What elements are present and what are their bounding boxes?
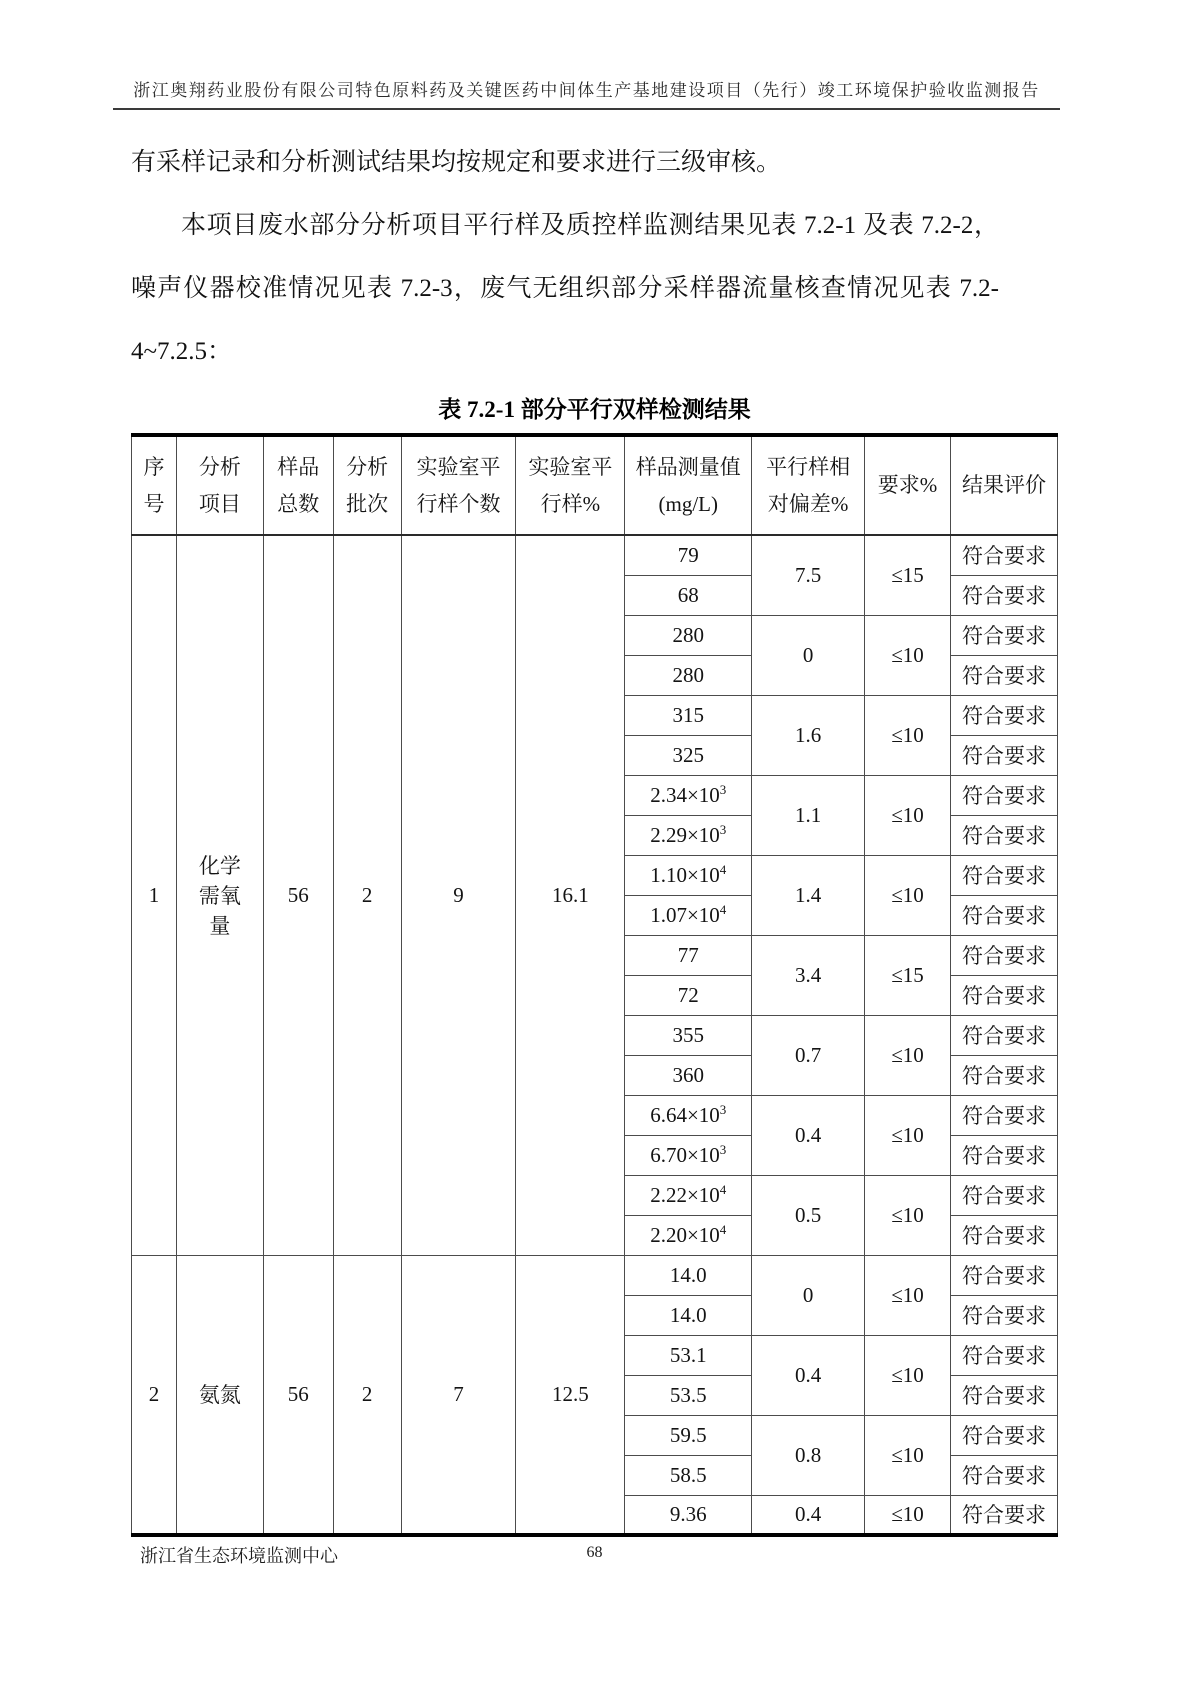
measured-value-cell: 280 xyxy=(625,615,752,655)
requirement-cell: ≤10 xyxy=(865,1095,951,1175)
result-cell: 符合要求 xyxy=(950,655,1057,695)
serial-number-cell: 1 xyxy=(132,535,177,1255)
measured-value-cell: 14.0 xyxy=(625,1295,752,1335)
page-number: 68 xyxy=(586,1544,603,1561)
column-header-batch: 分析 批次 xyxy=(333,435,401,535)
result-cell: 符合要求 xyxy=(950,1255,1057,1295)
table-row xyxy=(132,535,1058,575)
requirement-cell: ≤10 xyxy=(865,615,951,695)
result-cell: 符合要求 xyxy=(950,1335,1057,1375)
requirement-cell: ≤10 xyxy=(865,695,951,775)
column-header-value: 样品测量值 (mg/L) xyxy=(625,435,752,535)
parallel-percent-cell: 16.1 xyxy=(516,535,625,1255)
batch-count-cell: 2 xyxy=(333,1255,401,1535)
sample-total-cell: 56 xyxy=(263,1255,333,1535)
measured-value-cell: 79 xyxy=(625,535,752,575)
requirement-cell: ≤10 xyxy=(865,1175,951,1255)
qc-table xyxy=(131,433,1058,1537)
measured-value-cell: 53.5 xyxy=(625,1375,752,1415)
result-cell: 符合要求 xyxy=(950,1415,1057,1455)
paragraph-2: 本项目废水部分分析项目平行样及质控样监测结果见表 7.2-1 及表 7.2-2，噪声仪器校准情况见表 7.2-3，废气无组织部分采样器流量核查情况见表 7.2-4~7.2.5： xyxy=(131,212,999,365)
batch-count-cell: 2 xyxy=(333,535,401,1255)
result-cell: 符合要求 xyxy=(950,1375,1057,1415)
sample-total-cell: 56 xyxy=(263,535,333,1255)
result-cell: 符合要求 xyxy=(950,775,1057,815)
result-cell: 符合要求 xyxy=(950,535,1057,575)
measured-value-cell: 14.0 xyxy=(625,1255,752,1295)
column-header-total: 样品 总数 xyxy=(263,435,333,535)
result-cell: 符合要求 xyxy=(950,1455,1057,1495)
measured-value-cell: 9.36 xyxy=(625,1495,752,1535)
header-row xyxy=(132,435,1058,535)
result-cell: 符合要求 xyxy=(950,1135,1057,1175)
measured-value-cell: 360 xyxy=(625,1055,752,1095)
result-cell: 符合要求 xyxy=(950,975,1057,1015)
table-title: 表 7.2-1 部分平行双样检测结果 xyxy=(438,397,751,422)
measured-value-cell: $1.10\times 10^4$ xyxy=(625,855,752,895)
measured-value-cell: 72 xyxy=(625,975,752,1015)
measured-value-cell: $6.70\times 10^3$ xyxy=(625,1135,752,1175)
measured-value-cell: $2.22\times 10^4$ xyxy=(625,1175,752,1215)
requirement-cell: ≤10 xyxy=(865,1415,951,1495)
requirement-cell: ≤10 xyxy=(865,855,951,935)
requirement-cell: ≤15 xyxy=(865,935,951,1015)
parallel-count-cell: 7 xyxy=(401,1255,516,1535)
parallel-percent-cell: 12.5 xyxy=(516,1255,625,1535)
deviation-cell: 0 xyxy=(752,615,865,695)
deviation-cell: 0.7 xyxy=(752,1015,865,1095)
analysis-item-cell: 氨氮 xyxy=(176,1255,263,1535)
deviation-cell: 0.5 xyxy=(752,1175,865,1255)
deviation-cell: 1.1 xyxy=(752,775,865,855)
result-cell: 符合要求 xyxy=(950,1095,1057,1135)
result-cell: 符合要求 xyxy=(950,895,1057,935)
deviation-cell: 0.4 xyxy=(752,1335,865,1415)
column-header-pct: 实验室平 行样% xyxy=(516,435,625,535)
running-header xyxy=(113,76,1060,110)
page-footer xyxy=(131,1542,1058,1572)
analysis-item-cell: 化学 需氧 量 xyxy=(176,535,263,1255)
table-row xyxy=(132,1255,1058,1295)
page-content xyxy=(131,131,1058,1537)
column-header-count: 实验室平 行样个数 xyxy=(401,435,516,535)
qc-table-body xyxy=(132,535,1058,1535)
measured-value-cell: $2.20\times 10^4$ xyxy=(625,1215,752,1255)
column-header-item: 分析 项目 xyxy=(176,435,263,535)
parallel-count-cell: 9 xyxy=(401,535,516,1255)
deviation-cell: 0.4 xyxy=(752,1495,865,1535)
measured-value-cell: $2.29\times 10^3$ xyxy=(625,815,752,855)
measured-value-cell: 355 xyxy=(625,1015,752,1055)
column-header-req: 要求% xyxy=(865,435,951,535)
measured-value-cell: 59.5 xyxy=(625,1415,752,1455)
deviation-cell: 1.6 xyxy=(752,695,865,775)
result-cell: 符合要求 xyxy=(950,935,1057,975)
deviation-cell: 1.4 xyxy=(752,855,865,935)
result-cell: 符合要求 xyxy=(950,1055,1057,1095)
measured-value-cell: 58.5 xyxy=(625,1455,752,1495)
measured-value-cell: 77 xyxy=(625,935,752,975)
requirement-cell: ≤10 xyxy=(865,1335,951,1415)
deviation-cell: 0.4 xyxy=(752,1095,865,1175)
result-cell: 符合要求 xyxy=(950,1015,1057,1055)
deviation-cell: 0 xyxy=(752,1255,865,1335)
running-header-text: 浙江奥翔药业股份有限公司特色原料药及关键医药中间体生产基地建设项目（先行）竣工环境保护验收监测报告 xyxy=(133,81,1040,100)
measured-value-cell: 325 xyxy=(625,735,752,775)
result-cell: 符合要求 xyxy=(950,1215,1057,1255)
serial-number-cell: 2 xyxy=(132,1255,177,1535)
requirement-cell: ≤15 xyxy=(865,535,951,615)
requirement-cell: ≤10 xyxy=(865,1015,951,1095)
requirement-cell: ≤10 xyxy=(865,1495,951,1535)
column-header-no: 序 号 xyxy=(132,435,177,535)
qc-table-head xyxy=(132,435,1058,535)
footer-org-text: 浙江省生态环境监测中心 xyxy=(140,1546,338,1566)
column-header-dev: 平行样相 对偏差% xyxy=(752,435,865,535)
result-cell: 符合要求 xyxy=(950,855,1057,895)
requirement-cell: ≤10 xyxy=(865,1255,951,1335)
result-cell: 符合要求 xyxy=(950,1295,1057,1335)
deviation-cell: 3.4 xyxy=(752,935,865,1015)
measured-value-cell: $6.64\times 10^3$ xyxy=(625,1095,752,1135)
result-cell: 符合要求 xyxy=(950,695,1057,735)
deviation-cell: 0.8 xyxy=(752,1415,865,1495)
measured-value-cell: 53.1 xyxy=(625,1335,752,1375)
measured-value-cell: $1.07\times 10^4$ xyxy=(625,895,752,935)
measured-value-cell: 315 xyxy=(625,695,752,735)
result-cell: 符合要求 xyxy=(950,735,1057,775)
deviation-cell: 7.5 xyxy=(752,535,865,615)
result-cell: 符合要求 xyxy=(950,815,1057,855)
result-cell: 符合要求 xyxy=(950,615,1057,655)
measured-value-cell: 68 xyxy=(625,575,752,615)
column-header-result: 结果评价 xyxy=(950,435,1057,535)
paragraph-1: 有采样记录和分析测试结果均按规定和要求进行三级审核。 xyxy=(131,149,782,176)
measured-value-cell: $2.34\times 10^3$ xyxy=(625,775,752,815)
requirement-cell: ≤10 xyxy=(865,775,951,855)
result-cell: 符合要求 xyxy=(950,1175,1057,1215)
measured-value-cell: 280 xyxy=(625,655,752,695)
result-cell: 符合要求 xyxy=(950,575,1057,615)
result-cell: 符合要求 xyxy=(950,1495,1057,1535)
